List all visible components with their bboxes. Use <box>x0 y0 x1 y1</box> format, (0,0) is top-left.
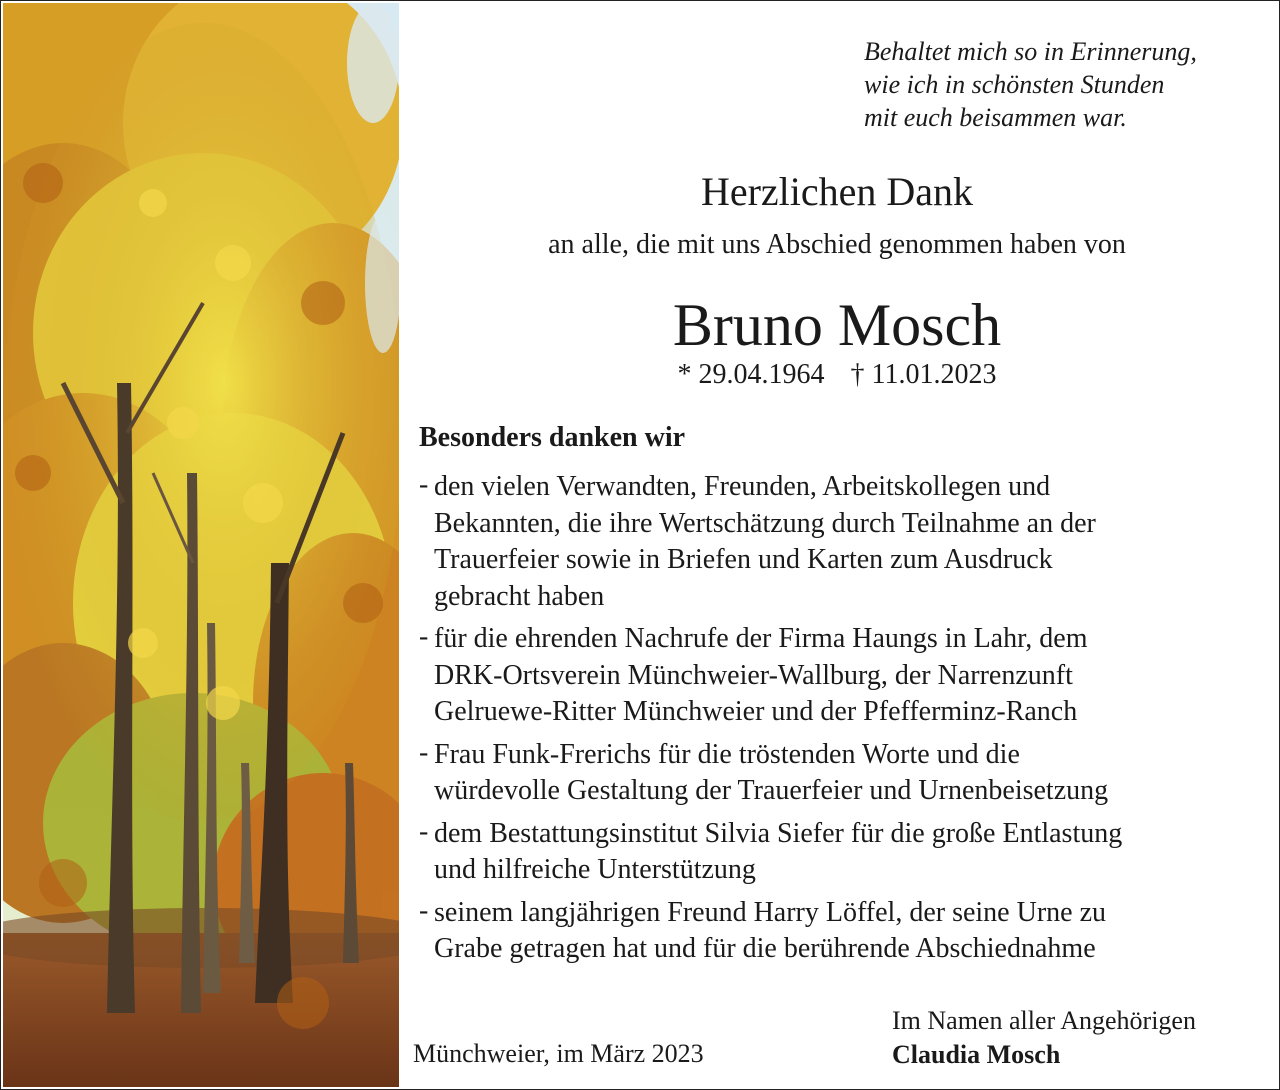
poem-line: Behaltet mich so in Erinnerung, <box>864 37 1197 66</box>
list-dash: - <box>419 815 429 847</box>
list-item <box>419 737 1269 810</box>
list-item <box>419 895 1269 968</box>
memorial-poem <box>864 35 1197 134</box>
list-dash: - <box>419 736 429 768</box>
place-date: Münchweier, im März 2023 <box>413 1039 704 1068</box>
list-line: Grabe getragen hat und für die berührende Abschiednahme <box>434 933 1096 964</box>
list-line: und hilfreiche Unterstützung <box>434 854 756 885</box>
list-line: Frau Funk-Frerichs für die tröstenden Worte und die <box>434 738 1020 770</box>
text-column <box>401 1 1279 1089</box>
poem-line: wie ich in schönsten Stunden <box>864 70 1165 99</box>
list-line: gebracht haben <box>434 580 605 612</box>
birth-date: * 29.04.1964 <box>677 359 825 390</box>
list-dash: - <box>419 621 429 652</box>
list-dash: - <box>419 894 429 926</box>
list-dash: - <box>419 469 429 500</box>
list-line: den vielen Verwandten, Freunden, Arbeitskollegen und <box>434 471 1051 502</box>
list-line: würdevolle Gestaltung der Trauerfeier und Urnenbeisetzung <box>434 775 1109 806</box>
list-item <box>419 816 1269 889</box>
list-line: dem Bestattungsinstitut Silvia Siefer für die große Entlastung <box>434 817 1123 849</box>
autumn-forest-photo <box>3 3 399 1087</box>
thanks-heading: Besonders danken wir <box>419 422 686 453</box>
life-dates <box>401 359 1273 391</box>
list-item <box>419 621 1269 731</box>
signature-intro: Im Namen aller Angehörigen <box>892 1006 1196 1035</box>
thanks-list <box>419 469 1269 974</box>
signature <box>892 1004 1196 1072</box>
signature-name: Claudia Mosch <box>892 1040 1061 1069</box>
page-title: Herzlichen Dank <box>700 169 974 214</box>
list-line: für die ehrenden Nachrufe der Firma Haungs in Lahr, dem <box>434 623 1088 654</box>
list-line: seinem langjährigen Freund Harry Löffel, der seine Urne zu <box>434 896 1107 928</box>
poem-line: mit euch beisammen war. <box>864 103 1127 132</box>
deceased-name: Bruno Mosch <box>672 292 1002 358</box>
list-item <box>419 469 1269 615</box>
list-line: DRK-Ortsverein Münchweier-Wallburg, der Narrenzunft <box>434 659 1073 691</box>
list-line: Gelruewe-Ritter Münchweier und der Pfefferminz-Ranch <box>434 696 1078 727</box>
list-line: Trauerfeier sowie in Briefen und Karten zum Ausdruck <box>434 544 1053 575</box>
death-date: † 11.01.2023 <box>850 359 997 390</box>
subtitle: an alle, die mit uns Abschied genommen haben von <box>548 229 1126 260</box>
list-line: Bekannten, die ihre Wertschätzung durch Teilnahme an der <box>434 507 1096 539</box>
